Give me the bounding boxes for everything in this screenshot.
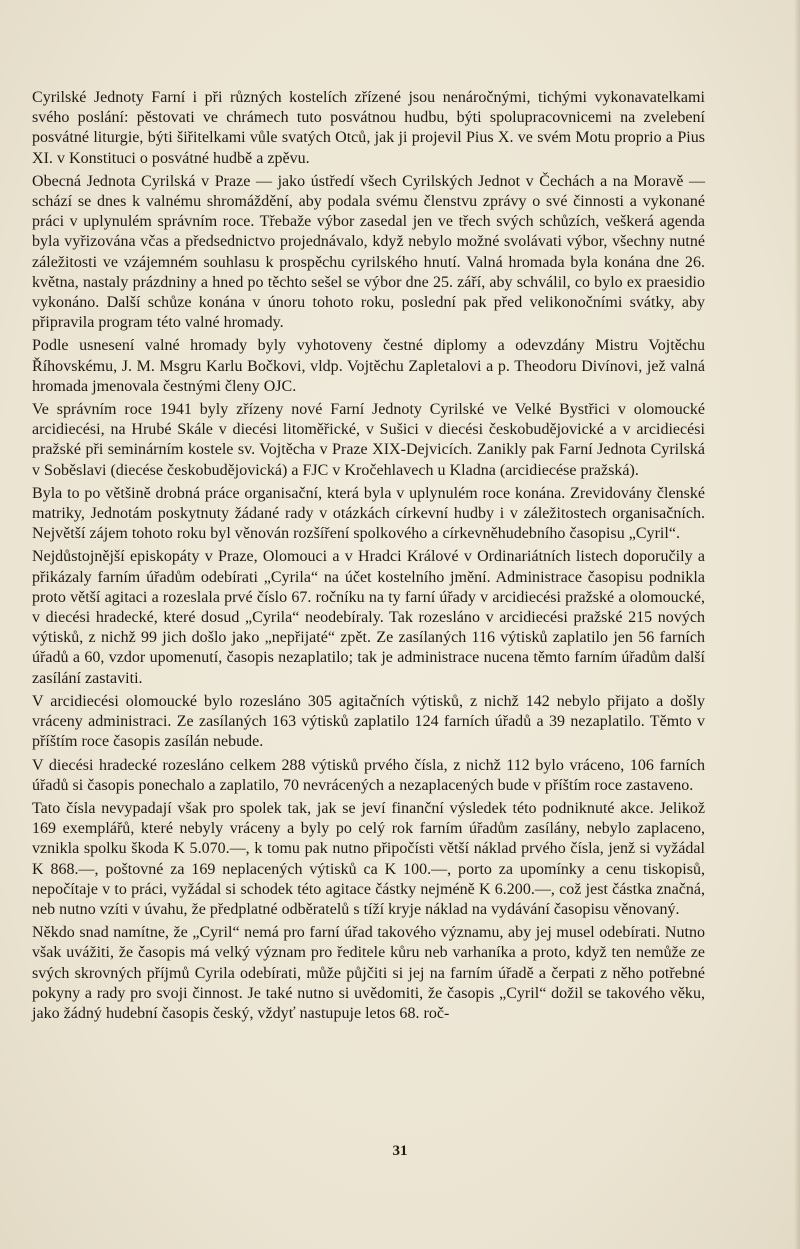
- body-text: [32, 88, 705, 1027]
- page-number: 31: [392, 1143, 408, 1159]
- paragraph-1: Cyrilské Jednoty Farní i při různých kostelích zřízené jsou nenáročnými, tichými vykonavatelkami svého poslání: pěstovati ve chrámech tuto posvátnou hudbu, býti spolupracovnicemi na zvelebení posvátné liturgie, býti šiřitelkami vůle svatých Otců, jak ji projevil Pius X. ve svém Motu proprio a Pius XI. v Konstituci o posvátné hudbě a zpěvu.: [32, 89, 705, 167]
- paragraph-7: V arcidiecési olomoucké bylo rozesláno 305 agitačních výtisků, z nichž 142 nebylo přijato a došly vráceny administraci. Ze zasílaných 163 výtisků zaplatilo 124 farních úřadů a 39 nezaplatilo. Těmto v příštím roce časopis zasílán nebude.: [32, 692, 705, 751]
- paragraph-3: Podle usnesení valné hromady byly vyhotoveny čestné diplomy a odevzdány Mistru Vojtěchu Říhovskému, J. M. Msgru Karlu Bočkovi, vldp. Vojtěchu Zapletalovi a p. Theodoru Divínovi, jež valná hromada jmenovala čestnými členy OJC.: [32, 337, 705, 395]
- paragraph-2: Obecná Jednota Cyrilská v Praze — jako ústředí všech Cyrilských Jednot v Čechách a na Moravě — schází se dnes k valnému shromáždění, aby podala svému členstvu zprávy o své činnosti a vykonané práci v uplynulém správním roce. Třebaže výbor zasedal jen ve třech svých schůzích, veškerá agenda byla vyřizována včas a předsednictvo projednávalo, když nebylo možné svolávati výbor, všechny nutné záležitosti ve vzájemném souhlasu k prospěchu cyrilského hnutí. Valná hromada byla konána dne 26. května, nastaly prázdniny a hned po těchto sešel se výbor dne 25. září, aby schválil, co bylo ex praesidio vykonáno. Další schůze konána v únoru tohoto roku, poslední pak před velikonočními svátky, aby připravila program této valné hromady.: [32, 172, 705, 332]
- paragraph-6: Nejdůstojnější episkopáty v Praze, Olomouci a v Hradci Králové v Ordinariátních listech doporučily a přikázaly farním úřadům odebírati „Cyrila“ na účet kostelního jmění. Administrace časopisu podnikla proto větší agitaci a rozeslala prvé číslo 67. ročníku na ty farní úřady v arcidiecési pražské a olomoucké, v diecési hradecké, které dosud „Cyrila“ neodebíraly. Tak rozesláno v arcidiecési pražské 215 nových výtisků, z nichž 99 jich došlo jako „nepřijaté“ zpět. Ze zasílaných 116 výtisků zaplatilo jen 56 farních úřadů a 60, vzdor upomenutí, časopis nezaplatilo; tak je administrace nucena těmto farním úřadům další zasílání zastaviti.: [32, 548, 705, 687]
- paragraph-8: V diecési hradecké rozesláno celkem 288 výtisků prvého čísla, z nichž 112 bylo vráceno, 106 farních úřadů si časopis ponechalo a zaplatilo, 70 nevrácených a nezaplacených bude v příštím roce zastaveno.: [32, 756, 705, 794]
- paragraph-4: Ve správním roce 1941 byly zřízeny nové Farní Jednoty Cyrilské ve Velké Bystřici v olomoucké arcidiecési, na Hrubé Skále v diecési litoměřické, v Sušici v diecési českobudějovické a v arcidiecési pražské při seminárním kostele sv. Vojtěcha v Praze XIX-Dejvicích. Zanikly pak Farní Jednota Cyrilská v Soběslavi (diecése českobudějovická) a FJC v Kročehlavech u Kladna (arcidiecése pražská).: [32, 401, 705, 479]
- page-edge-shadow: [794, 0, 800, 1249]
- paragraph-9: Tato čísla nevypadají však pro spolek tak, jak se jeví finanční výsledek této podniknuté akce. Jelikož 169 exemplářů, které nebyly vráceny a byly po celý rok farním úřadům zasílány, nebylo zaplaceno, vznikla spolku škoda K 5.070.—, k tomu pak nutno připočísti větší náklad prvého čísla, jenž si vyžádal K 868.—, poštovné za 169 neplacených výtisků ca K 100.—, porto za upomínky a cenu tiskopisů, nepočítaje v to práci, vyžádal si schodek této agitace částky nejméně K 6.200.—, což jest částka značná, neb nutno vzíti v úvahu, že předplatné odběratelů s tíží kryje náklad na vydávání časopisu věnovaný.: [32, 799, 705, 918]
- paragraph-5: Byla to po většině drobná práce organisační, která byla v uplynulém roce konána. Zrevidovány členské matriky, Jednotám poskytnuty žádané rady v otázkách církevní hudby i v záležitostech organisačních. Největší zájem tohoto roku byl věnován rozšíření spolkového a církevněhudebního časopisu „Cyril“.: [32, 484, 705, 543]
- paragraph-10: Někdo snad namítne, že „Cyril“ nemá pro farní úřad takového významu, aby jej musel odebírati. Nutno však uvážiti, že časopis má velký význam pro ředitele kůru neb varhaníka a proto, když ten nemůže ze svých skrovných příjmů Cyrila odebírati, může půjčiti si jej na farním úřadě a čerpati z něho potřebné pokyny a rady pro svoji činnost. Je také nutno si uvědomiti, že časopis „Cyril“ dožil se takového věku, jako žádný hudební časopis český, vždyť nastupuje letos 68. roč-: [32, 924, 705, 1022]
